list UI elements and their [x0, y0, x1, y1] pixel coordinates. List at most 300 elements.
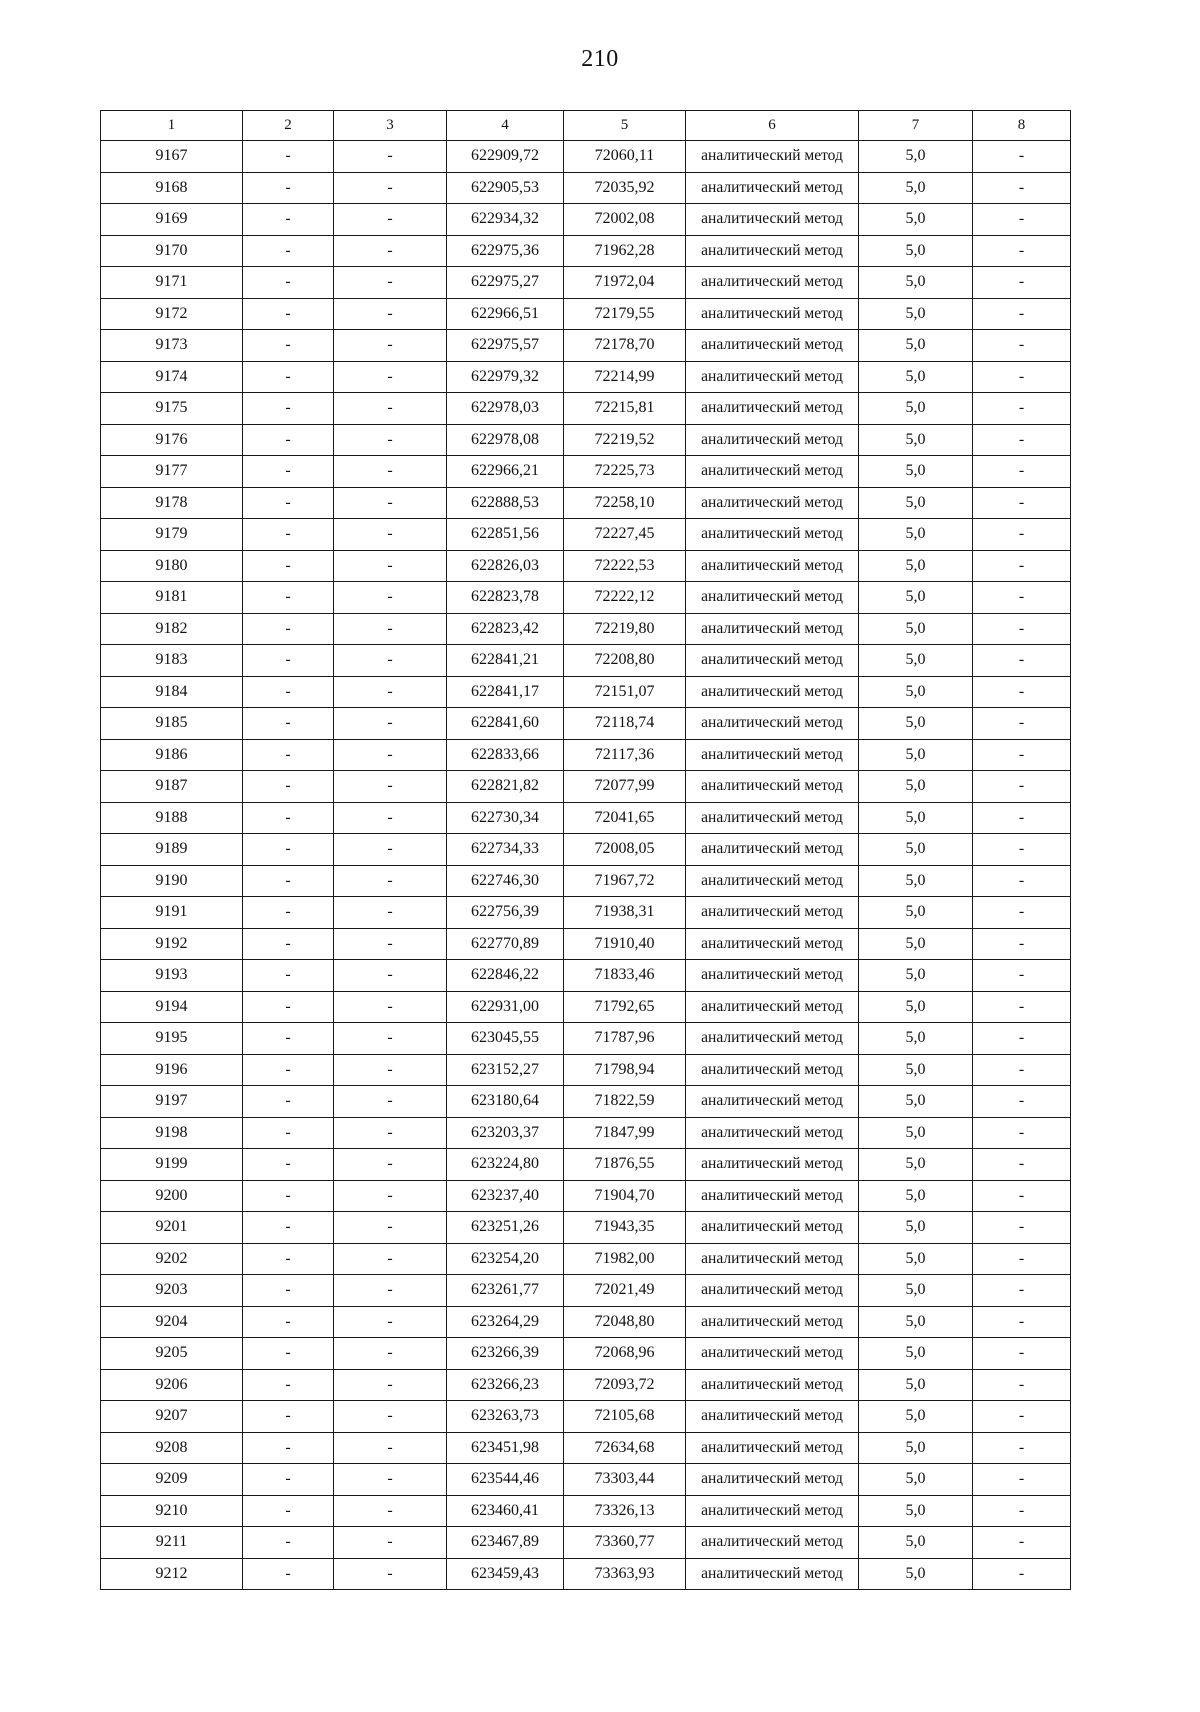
- col8-value-cell: -: [973, 267, 1071, 299]
- coordinate-y-cell: 71833,46: [564, 960, 686, 992]
- header-row: [101, 111, 1071, 141]
- col2-value-cell: -: [243, 1401, 334, 1433]
- accuracy-cell: 5,0: [859, 550, 973, 582]
- col8-value-cell: -: [973, 235, 1071, 267]
- accuracy-cell: 5,0: [859, 1432, 973, 1464]
- coordinate-y-cell: 72214,99: [564, 361, 686, 393]
- col2-value-cell: -: [243, 1054, 334, 1086]
- accuracy-cell: 5,0: [859, 865, 973, 897]
- method-cell: аналитический метод: [686, 235, 859, 267]
- coordinate-y-cell: 72117,36: [564, 739, 686, 771]
- method-cell: аналитический метод: [686, 1149, 859, 1181]
- coordinate-x-cell: 622851,56: [447, 519, 564, 551]
- col2-value-cell: -: [243, 267, 334, 299]
- accuracy-cell: 5,0: [859, 1464, 973, 1496]
- table-row: [101, 739, 1071, 771]
- table-row: [101, 1306, 1071, 1338]
- col8-value-cell: -: [973, 298, 1071, 330]
- table-row: [101, 1149, 1071, 1181]
- col8-value-cell: -: [973, 1495, 1071, 1527]
- coordinate-x-cell: 623263,73: [447, 1401, 564, 1433]
- coordinate-y-cell: 72077,99: [564, 771, 686, 803]
- point-number-cell: 9182: [101, 613, 243, 645]
- col3-value-cell: -: [334, 456, 447, 488]
- col8-value-cell: -: [973, 613, 1071, 645]
- col3-value-cell: -: [334, 676, 447, 708]
- table-row: [101, 613, 1071, 645]
- col8-value-cell: -: [973, 1117, 1071, 1149]
- point-number-cell: 9180: [101, 550, 243, 582]
- col3-value-cell: -: [334, 1432, 447, 1464]
- col2-value-cell: -: [243, 645, 334, 677]
- col3-value-cell: -: [334, 802, 447, 834]
- col2-value-cell: -: [243, 1306, 334, 1338]
- method-cell: аналитический метод: [686, 802, 859, 834]
- point-number-cell: 9173: [101, 330, 243, 362]
- coordinate-x-cell: 622823,42: [447, 613, 564, 645]
- table-row: [101, 1023, 1071, 1055]
- col3-value-cell: -: [334, 393, 447, 425]
- accuracy-cell: 5,0: [859, 834, 973, 866]
- table-row: [101, 1338, 1071, 1370]
- col3-value-cell: -: [334, 361, 447, 393]
- method-cell: аналитический метод: [686, 582, 859, 614]
- coordinate-x-cell: 623460,41: [447, 1495, 564, 1527]
- table-row: [101, 645, 1071, 677]
- coordinate-x-cell: 622931,00: [447, 991, 564, 1023]
- method-cell: аналитический метод: [686, 424, 859, 456]
- table-row: [101, 928, 1071, 960]
- table-row: [101, 235, 1071, 267]
- col3-value-cell: -: [334, 267, 447, 299]
- col8-value-cell: -: [973, 645, 1071, 677]
- coordinate-y-cell: 72634,68: [564, 1432, 686, 1464]
- col3-value-cell: -: [334, 1527, 447, 1559]
- method-cell: аналитический метод: [686, 1212, 859, 1244]
- accuracy-cell: 5,0: [859, 1275, 973, 1307]
- table-row: [101, 550, 1071, 582]
- coordinate-y-cell: 73326,13: [564, 1495, 686, 1527]
- col2-value-cell: -: [243, 298, 334, 330]
- col8-value-cell: -: [973, 865, 1071, 897]
- point-number-cell: 9190: [101, 865, 243, 897]
- method-cell: аналитический метод: [686, 991, 859, 1023]
- col3-value-cell: -: [334, 235, 447, 267]
- coordinate-x-cell: 623254,20: [447, 1243, 564, 1275]
- coordinate-x-cell: 622966,51: [447, 298, 564, 330]
- method-cell: аналитический метод: [686, 1054, 859, 1086]
- coordinate-x-cell: 622905,53: [447, 172, 564, 204]
- table-row: [101, 1369, 1071, 1401]
- table-row: [101, 708, 1071, 740]
- coordinate-y-cell: 72048,80: [564, 1306, 686, 1338]
- method-cell: аналитический метод: [686, 1527, 859, 1559]
- col8-value-cell: -: [973, 1432, 1071, 1464]
- point-number-cell: 9176: [101, 424, 243, 456]
- point-number-cell: 9201: [101, 1212, 243, 1244]
- coordinate-x-cell: 623152,27: [447, 1054, 564, 1086]
- coordinate-x-cell: 622841,60: [447, 708, 564, 740]
- method-cell: аналитический метод: [686, 739, 859, 771]
- col3-value-cell: -: [334, 960, 447, 992]
- col8-value-cell: -: [973, 771, 1071, 803]
- accuracy-cell: 5,0: [859, 487, 973, 519]
- col2-value-cell: -: [243, 897, 334, 929]
- method-cell: аналитический метод: [686, 1401, 859, 1433]
- table-row: [101, 1558, 1071, 1590]
- col8-value-cell: -: [973, 1212, 1071, 1244]
- point-number-cell: 9209: [101, 1464, 243, 1496]
- column-header-3: 3: [334, 111, 447, 141]
- method-cell: аналитический метод: [686, 456, 859, 488]
- table-row: [101, 1117, 1071, 1149]
- col8-value-cell: -: [973, 141, 1071, 173]
- col2-value-cell: -: [243, 1023, 334, 1055]
- coordinate-y-cell: 72068,96: [564, 1338, 686, 1370]
- col3-value-cell: -: [334, 172, 447, 204]
- point-number-cell: 9187: [101, 771, 243, 803]
- table-row: [101, 330, 1071, 362]
- col3-value-cell: -: [334, 1117, 447, 1149]
- col3-value-cell: -: [334, 1275, 447, 1307]
- column-header-4: 4: [447, 111, 564, 141]
- coordinate-x-cell: 622841,17: [447, 676, 564, 708]
- col3-value-cell: -: [334, 1558, 447, 1590]
- method-cell: аналитический метод: [686, 1306, 859, 1338]
- point-number-cell: 9198: [101, 1117, 243, 1149]
- point-number-cell: 9189: [101, 834, 243, 866]
- col2-value-cell: -: [243, 424, 334, 456]
- table-body: [101, 141, 1071, 1590]
- col8-value-cell: -: [973, 928, 1071, 960]
- table-row: [101, 991, 1071, 1023]
- table-row: [101, 361, 1071, 393]
- coordinate-y-cell: 72151,07: [564, 676, 686, 708]
- col8-value-cell: -: [973, 1054, 1071, 1086]
- coordinate-y-cell: 72219,52: [564, 424, 686, 456]
- accuracy-cell: 5,0: [859, 1338, 973, 1370]
- accuracy-cell: 5,0: [859, 204, 973, 236]
- col3-value-cell: -: [334, 298, 447, 330]
- col2-value-cell: -: [243, 1432, 334, 1464]
- table-row: [101, 487, 1071, 519]
- col3-value-cell: -: [334, 1306, 447, 1338]
- coordinate-y-cell: 72035,92: [564, 172, 686, 204]
- col3-value-cell: -: [334, 1464, 447, 1496]
- coordinate-x-cell: 623459,43: [447, 1558, 564, 1590]
- point-number-cell: 9175: [101, 393, 243, 425]
- col3-value-cell: -: [334, 1338, 447, 1370]
- coordinate-x-cell: 622975,27: [447, 267, 564, 299]
- col3-value-cell: -: [334, 771, 447, 803]
- accuracy-cell: 5,0: [859, 802, 973, 834]
- accuracy-cell: 5,0: [859, 1306, 973, 1338]
- col8-value-cell: -: [973, 172, 1071, 204]
- method-cell: аналитический метод: [686, 204, 859, 236]
- coordinate-y-cell: 71943,35: [564, 1212, 686, 1244]
- col8-value-cell: -: [973, 991, 1071, 1023]
- page-number: 210: [581, 46, 619, 72]
- coordinate-y-cell: 71938,31: [564, 897, 686, 929]
- method-cell: аналитический метод: [686, 141, 859, 173]
- col3-value-cell: -: [334, 1369, 447, 1401]
- method-cell: аналитический метод: [686, 330, 859, 362]
- col8-value-cell: -: [973, 519, 1071, 551]
- table-row: [101, 1401, 1071, 1433]
- table-row: [101, 834, 1071, 866]
- col2-value-cell: -: [243, 865, 334, 897]
- col2-value-cell: -: [243, 802, 334, 834]
- table-header: [101, 111, 1071, 141]
- method-cell: аналитический метод: [686, 771, 859, 803]
- accuracy-cell: 5,0: [859, 897, 973, 929]
- table-row: [101, 1275, 1071, 1307]
- coordinate-y-cell: 72118,74: [564, 708, 686, 740]
- col3-value-cell: -: [334, 487, 447, 519]
- point-number-cell: 9178: [101, 487, 243, 519]
- method-cell: аналитический метод: [686, 928, 859, 960]
- accuracy-cell: 5,0: [859, 708, 973, 740]
- coordinate-y-cell: 72105,68: [564, 1401, 686, 1433]
- column-header-2: 2: [243, 111, 334, 141]
- table-row: [101, 1495, 1071, 1527]
- coordinate-y-cell: 72041,65: [564, 802, 686, 834]
- column-header-6: 6: [686, 111, 859, 141]
- col2-value-cell: -: [243, 519, 334, 551]
- method-cell: аналитический метод: [686, 865, 859, 897]
- method-cell: аналитический метод: [686, 298, 859, 330]
- coordinate-y-cell: 71972,04: [564, 267, 686, 299]
- accuracy-cell: 5,0: [859, 519, 973, 551]
- col2-value-cell: -: [243, 172, 334, 204]
- coordinate-x-cell: 622734,33: [447, 834, 564, 866]
- accuracy-cell: 5,0: [859, 424, 973, 456]
- method-cell: аналитический метод: [686, 550, 859, 582]
- coordinate-x-cell: 622841,21: [447, 645, 564, 677]
- method-cell: аналитический метод: [686, 834, 859, 866]
- col3-value-cell: -: [334, 1054, 447, 1086]
- col2-value-cell: -: [243, 141, 334, 173]
- col8-value-cell: -: [973, 1149, 1071, 1181]
- method-cell: аналитический метод: [686, 1243, 859, 1275]
- table-row: [101, 802, 1071, 834]
- coordinate-x-cell: 622833,66: [447, 739, 564, 771]
- point-number-cell: 9171: [101, 267, 243, 299]
- coordinate-x-cell: 622975,57: [447, 330, 564, 362]
- col2-value-cell: -: [243, 771, 334, 803]
- coordinate-y-cell: 72208,80: [564, 645, 686, 677]
- col2-value-cell: -: [243, 1117, 334, 1149]
- method-cell: аналитический метод: [686, 1464, 859, 1496]
- coordinate-x-cell: 622978,08: [447, 424, 564, 456]
- col8-value-cell: -: [973, 1243, 1071, 1275]
- col3-value-cell: -: [334, 613, 447, 645]
- coordinate-x-cell: 623451,98: [447, 1432, 564, 1464]
- col3-value-cell: -: [334, 708, 447, 740]
- col8-value-cell: -: [973, 487, 1071, 519]
- coordinate-x-cell: 622909,72: [447, 141, 564, 173]
- coordinate-x-cell: 623224,80: [447, 1149, 564, 1181]
- column-header-7: 7: [859, 111, 973, 141]
- col2-value-cell: -: [243, 613, 334, 645]
- col2-value-cell: -: [243, 834, 334, 866]
- accuracy-cell: 5,0: [859, 1117, 973, 1149]
- table-row: [101, 960, 1071, 992]
- method-cell: аналитический метод: [686, 1275, 859, 1307]
- method-cell: аналитический метод: [686, 676, 859, 708]
- point-number-cell: 9188: [101, 802, 243, 834]
- point-number-cell: 9200: [101, 1180, 243, 1212]
- method-cell: аналитический метод: [686, 361, 859, 393]
- col8-value-cell: -: [973, 1401, 1071, 1433]
- point-number-cell: 9184: [101, 676, 243, 708]
- method-cell: аналитический метод: [686, 1023, 859, 1055]
- coordinate-x-cell: 623544,46: [447, 1464, 564, 1496]
- point-number-cell: 9205: [101, 1338, 243, 1370]
- point-number-cell: 9208: [101, 1432, 243, 1464]
- col3-value-cell: -: [334, 424, 447, 456]
- col3-value-cell: -: [334, 204, 447, 236]
- method-cell: аналитический метод: [686, 1432, 859, 1464]
- method-cell: аналитический метод: [686, 393, 859, 425]
- coordinate-x-cell: 622730,34: [447, 802, 564, 834]
- coordinate-y-cell: 73360,77: [564, 1527, 686, 1559]
- col8-value-cell: -: [973, 582, 1071, 614]
- method-cell: аналитический метод: [686, 1558, 859, 1590]
- col8-value-cell: -: [973, 1180, 1071, 1212]
- coordinate-y-cell: 71792,65: [564, 991, 686, 1023]
- column-header-5: 5: [564, 111, 686, 141]
- accuracy-cell: 5,0: [859, 771, 973, 803]
- col2-value-cell: -: [243, 739, 334, 771]
- col2-value-cell: -: [243, 1275, 334, 1307]
- table-row: [101, 424, 1071, 456]
- coordinate-y-cell: 71904,70: [564, 1180, 686, 1212]
- accuracy-cell: 5,0: [859, 330, 973, 362]
- accuracy-cell: 5,0: [859, 456, 973, 488]
- point-number-cell: 9204: [101, 1306, 243, 1338]
- col2-value-cell: -: [243, 1243, 334, 1275]
- col8-value-cell: -: [973, 550, 1071, 582]
- table-row: [101, 582, 1071, 614]
- col8-value-cell: -: [973, 1306, 1071, 1338]
- coordinate-y-cell: 72215,81: [564, 393, 686, 425]
- table-row: [101, 393, 1071, 425]
- table-row: [101, 1054, 1071, 1086]
- point-number-cell: 9185: [101, 708, 243, 740]
- point-number-cell: 9179: [101, 519, 243, 551]
- col2-value-cell: -: [243, 1558, 334, 1590]
- point-number-cell: 9181: [101, 582, 243, 614]
- accuracy-cell: 5,0: [859, 1495, 973, 1527]
- coordinate-y-cell: 71967,72: [564, 865, 686, 897]
- coordinate-y-cell: 71962,28: [564, 235, 686, 267]
- col2-value-cell: -: [243, 393, 334, 425]
- col3-value-cell: -: [334, 1023, 447, 1055]
- point-number-cell: 9196: [101, 1054, 243, 1086]
- coordinate-y-cell: 72021,49: [564, 1275, 686, 1307]
- col3-value-cell: -: [334, 928, 447, 960]
- coordinate-x-cell: 622846,22: [447, 960, 564, 992]
- point-number-cell: 9202: [101, 1243, 243, 1275]
- table-row: [101, 456, 1071, 488]
- col2-value-cell: -: [243, 361, 334, 393]
- method-cell: аналитический метод: [686, 519, 859, 551]
- column-header-1: 1: [101, 111, 243, 141]
- col2-value-cell: -: [243, 1086, 334, 1118]
- accuracy-cell: 5,0: [859, 928, 973, 960]
- method-cell: аналитический метод: [686, 1495, 859, 1527]
- accuracy-cell: 5,0: [859, 991, 973, 1023]
- point-number-cell: 9197: [101, 1086, 243, 1118]
- coordinate-y-cell: 72178,70: [564, 330, 686, 362]
- point-number-cell: 9174: [101, 361, 243, 393]
- coordinate-y-cell: 71822,59: [564, 1086, 686, 1118]
- col8-value-cell: -: [973, 1338, 1071, 1370]
- col8-value-cell: -: [973, 456, 1071, 488]
- col3-value-cell: -: [334, 1243, 447, 1275]
- col3-value-cell: -: [334, 991, 447, 1023]
- coordinate-y-cell: 72227,45: [564, 519, 686, 551]
- accuracy-cell: 5,0: [859, 298, 973, 330]
- col2-value-cell: -: [243, 1149, 334, 1181]
- accuracy-cell: 5,0: [859, 267, 973, 299]
- col2-value-cell: -: [243, 708, 334, 740]
- accuracy-cell: 5,0: [859, 235, 973, 267]
- method-cell: аналитический метод: [686, 1369, 859, 1401]
- coordinate-y-cell: 73303,44: [564, 1464, 686, 1496]
- col3-value-cell: -: [334, 519, 447, 551]
- point-number-cell: 9172: [101, 298, 243, 330]
- col2-value-cell: -: [243, 1338, 334, 1370]
- col2-value-cell: -: [243, 1527, 334, 1559]
- accuracy-cell: 5,0: [859, 676, 973, 708]
- coordinate-x-cell: 623266,39: [447, 1338, 564, 1370]
- table-row: [101, 172, 1071, 204]
- accuracy-cell: 5,0: [859, 739, 973, 771]
- coordinate-y-cell: 73363,93: [564, 1558, 686, 1590]
- col3-value-cell: -: [334, 739, 447, 771]
- col2-value-cell: -: [243, 582, 334, 614]
- accuracy-cell: 5,0: [859, 361, 973, 393]
- col2-value-cell: -: [243, 960, 334, 992]
- coordinate-x-cell: 622823,78: [447, 582, 564, 614]
- coordinate-x-cell: 623264,29: [447, 1306, 564, 1338]
- method-cell: аналитический метод: [686, 1180, 859, 1212]
- table-row: [101, 1464, 1071, 1496]
- col8-value-cell: -: [973, 676, 1071, 708]
- accuracy-cell: 5,0: [859, 1243, 973, 1275]
- table-row: [101, 771, 1071, 803]
- accuracy-cell: 5,0: [859, 1369, 973, 1401]
- coordinate-y-cell: 72179,55: [564, 298, 686, 330]
- col8-value-cell: -: [973, 1369, 1071, 1401]
- accuracy-cell: 5,0: [859, 1086, 973, 1118]
- accuracy-cell: 5,0: [859, 1527, 973, 1559]
- table-row: [101, 1212, 1071, 1244]
- coordinate-y-cell: 71910,40: [564, 928, 686, 960]
- method-cell: аналитический метод: [686, 645, 859, 677]
- col3-value-cell: -: [334, 1212, 447, 1244]
- col2-value-cell: -: [243, 1464, 334, 1496]
- accuracy-cell: 5,0: [859, 172, 973, 204]
- accuracy-cell: 5,0: [859, 1401, 973, 1433]
- coordinate-y-cell: 72093,72: [564, 1369, 686, 1401]
- coordinate-x-cell: 623045,55: [447, 1023, 564, 1055]
- method-cell: аналитический метод: [686, 1338, 859, 1370]
- accuracy-cell: 5,0: [859, 1180, 973, 1212]
- accuracy-cell: 5,0: [859, 141, 973, 173]
